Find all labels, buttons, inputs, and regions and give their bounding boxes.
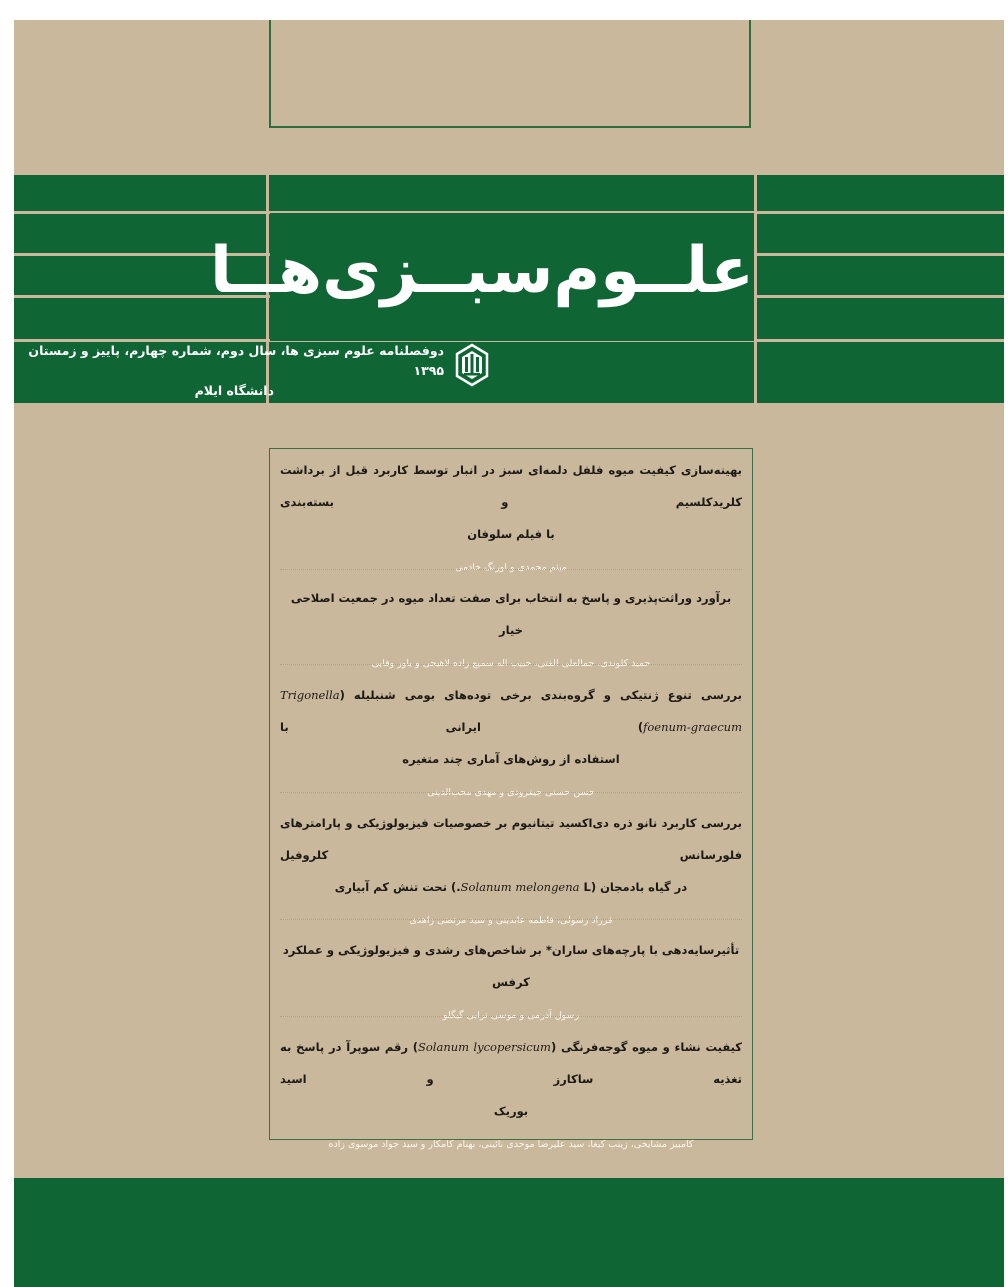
scientific-name: Solanum lycopersicum: [418, 1040, 551, 1054]
article-title: بررسی کاربرد نانو ذره دی‌اکسید تیتانیوم بر خصوصیات فیزیولوژیکی و پارامترهای فلورسانس کلروفیل: [280, 816, 742, 862]
journal-publisher: دانشگاه ایلام: [194, 383, 274, 398]
article-title-part: ) تحت تنش کم آبیاری: [334, 880, 457, 894]
article-authors: حمید کلوندی، جمالعلی الفتی، حبیب اله سمیع زاده لاهیجی و یاور وفایی: [371, 658, 651, 669]
article-authors: کامبیز مشایخی، زینب کیغا، سید علیرضا موحدی نائینی، بهنام کامکار و سید جواد موسوی زاده: [328, 1139, 694, 1150]
journal-cover: [14, 20, 1004, 1287]
article-title-part: در گیاه بادمجان (: [590, 880, 688, 894]
article-6[interactable]: [280, 1031, 742, 1155]
article-title-continued: استفاده از روش‌های آماری چند متغیره: [402, 752, 620, 766]
article-separator: [280, 569, 742, 570]
article-title-part: ) ایرانی با: [280, 720, 644, 734]
article-title: [280, 679, 742, 743]
article-authors: میثم محمدی و اورنگ خادمی: [455, 562, 567, 573]
scientific-name-author: L.: [456, 880, 591, 894]
article-title: بهینه‌سازی کیفیت میوه فلفل دلمه‌ای سبز در انبار توسط کاربرد قبل از برداشت کلرید‌کلسیم و بسته‌بندی: [280, 463, 742, 509]
article-title-part: ) رقم سوپرآ در پاسخ به تغذیه ساکارز و اسید: [280, 1040, 742, 1086]
article-separator: [280, 919, 742, 920]
top-frame: [269, 20, 751, 128]
header-band: [14, 175, 1004, 403]
article-title-part: کیفیت نشاء و میوه گوجه‌فرنگی (: [550, 1040, 742, 1054]
article-title: تأثیرسایه‌دهی با پارچه‌های ساران* بر شاخص‌های رشدی و فیزیولوژیکی و عملکرد کرفس: [282, 943, 740, 989]
article-title-continued: بوریک: [493, 1104, 529, 1118]
title-panel: [209, 213, 754, 341]
footer-band: [14, 1178, 1004, 1287]
article-5[interactable]: [280, 934, 742, 1026]
university-emblem-icon: [454, 343, 490, 387]
article-4[interactable]: [280, 807, 742, 931]
scientific-name: Trigonella foenum-graecum: [280, 688, 742, 734]
article-title-continued: با فیلم سلوفان: [467, 527, 555, 541]
journal-issue: دوفصلنامه علوم سبزی ها، سال دوم، شماره چهارم، پاییز و زمستان ۱۳۹۵: [28, 343, 444, 378]
scientific-name: Solanum melongena: [460, 880, 580, 894]
band-divider-vertical: [754, 175, 757, 403]
article-1[interactable]: [280, 454, 742, 578]
article-authors: فرزاد رسولی، فاطمه عابدینی و سید مرتضی زاهدی: [409, 915, 613, 926]
article-2[interactable]: [280, 582, 742, 674]
article-title-continued: [280, 871, 742, 903]
article-title: برآورد وراثت‌پذیری و پاسخ به انتخاب برای صفت تعداد میوه در جمعیت اصلاحی خیار: [290, 591, 732, 637]
article-separator: [280, 1016, 742, 1017]
article-authors: رسول آذرمی و موسی ترابی گیگلو: [442, 1010, 580, 1021]
table-of-contents: [269, 448, 753, 1150]
article-title: [280, 1031, 742, 1095]
article-title-part: بررسی تنوع ژنتیکی و گروه‌بندی برخی توده‌های بومی شنبلیله (: [339, 688, 742, 702]
journal-subtitle: [24, 341, 444, 401]
journal-title: علــوم‌سبــزی‌هــا: [209, 234, 754, 308]
article-authors: حسن حسنی جیفرودی و مهدی محب‌الدینی: [427, 787, 595, 798]
article-separator: [280, 792, 742, 793]
article-3[interactable]: [280, 679, 742, 803]
article-separator: [280, 664, 742, 665]
